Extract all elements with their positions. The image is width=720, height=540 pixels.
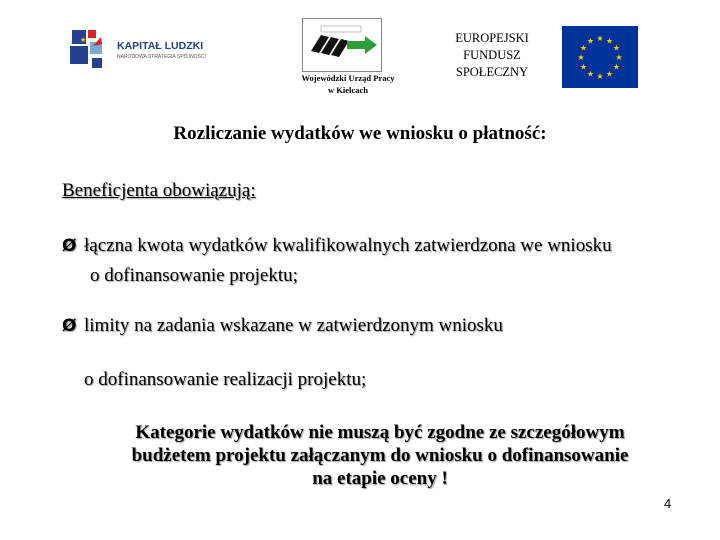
eu-flag-icon: [562, 26, 638, 88]
wup-emblem-icon: [303, 19, 381, 71]
bullet-1-line-2: o dofinansowanie projektu;: [90, 265, 298, 286]
kapital-ludzki-subtitle: NARODOWA STRATEGIA SPÓJNOŚCI: [117, 54, 206, 60]
eu-star-icon: ★: [579, 62, 588, 72]
bullet-arrow-icon: Ø: [62, 316, 77, 336]
wup-name: [286, 72, 410, 96]
eu-star-icon: ★: [612, 62, 621, 72]
eu-star-icon: ★: [596, 34, 604, 43]
eu-star-icon: ★: [612, 43, 621, 53]
svg-text:★: ★: [80, 36, 87, 44]
kapital-ludzki-title: KAPITAŁ LUDZKI: [117, 40, 204, 52]
beneficiary-heading: Beneficjenta obowiązują:: [62, 180, 256, 201]
eu-star-icon: ★: [586, 69, 595, 79]
eu-star-icon: ★: [605, 69, 614, 79]
eu-flag: [562, 26, 638, 88]
bullet-2-line-2: o dofinansowanie realizacji projektu;: [84, 369, 367, 390]
bullet-1-line-1: łączna kwota wydatków kwalifikowalnych zatwierdzona we wniosku: [84, 235, 612, 256]
wup-logo: [302, 18, 382, 72]
note-text: Kategorie wydatków nie muszą być zgodne ze szczegółowym budżetem projektu załączanym do wniosku o dofinansowanie na etapie oceny !: [131, 422, 629, 489]
wup-name-line2: w Kielcach: [328, 85, 368, 95]
efs-line3: SPOŁECZNY: [455, 65, 529, 79]
eu-star-icon: ★: [586, 36, 595, 46]
kapital-ludzki-emblem-icon: [68, 28, 114, 72]
page-number: 4: [664, 496, 672, 511]
eu-star-icon: ★: [577, 53, 585, 62]
eu-star-icon: ★: [579, 43, 588, 53]
eu-star-icon: ★: [605, 36, 614, 46]
eu-star-icon: ★: [596, 72, 604, 81]
slide-title: Rozliczanie wydatków we wniosku o płatność:: [173, 123, 547, 144]
wup-name-line1: Wojewódzki Urząd Pracy: [301, 73, 395, 83]
efs-line1: EUROPEJSKI: [455, 31, 529, 45]
efs-line2: FUNDUSZ: [463, 48, 521, 62]
bullet-arrow-icon: Ø: [62, 236, 77, 256]
efs-label: [432, 30, 552, 81]
bullet-2-line-1: limity na zadania wskazane w zatwierdzonym wniosku: [84, 315, 503, 336]
eu-star-icon: ★: [615, 53, 623, 62]
